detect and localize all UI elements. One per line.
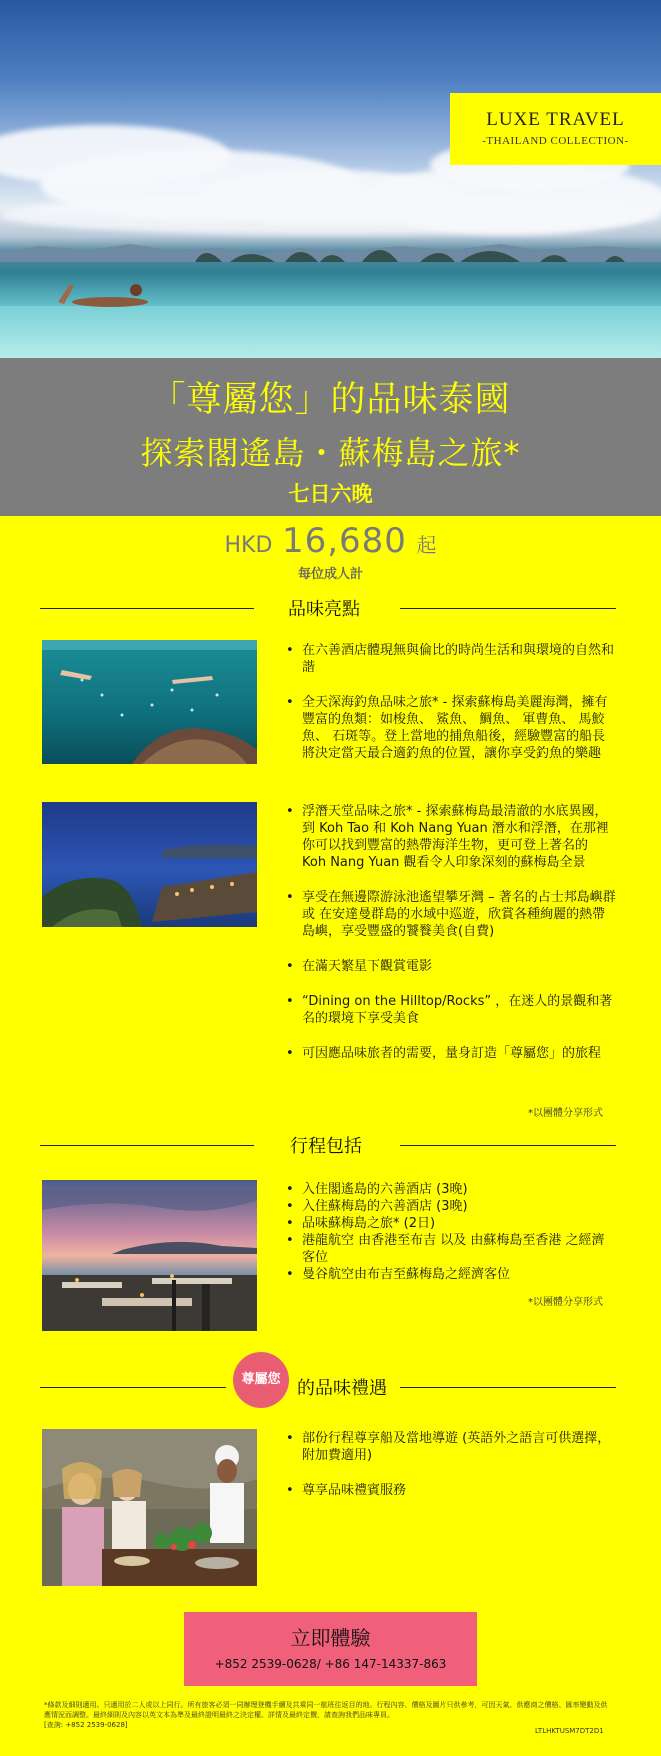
resort-dusk-photo <box>42 802 257 927</box>
itinerary-note: *以團體分享形式 <box>528 1297 603 1308</box>
price-amount: 16,680 <box>281 521 407 561</box>
list-item: • 全天深海釣魚品味之旅* - 探索蘇梅島美麗海灣，擁有豐富的魚類：如梭魚、 鯊魚、 鯛魚、 軍曹魚、 馬鮫魚、 石斑等。登上當地的捕魚船後，經驗豐富的船長將決定當天最合適釣魚的位置，讓你享受釣魚的樂趣 <box>282 694 616 762</box>
highlights-header <box>0 593 661 623</box>
list-item: • 港龍航空 由香港至布吉 以及 由蘇梅島至香港 之經濟客位 <box>282 1232 616 1266</box>
privileges-list <box>282 1430 616 1499</box>
pool <box>0 306 661 358</box>
snorkel-photo <box>42 640 257 764</box>
itinerary-list <box>282 1181 616 1283</box>
price-currency: HKD <box>224 533 273 558</box>
cta-label: 立即體驗 <box>290 1626 371 1650</box>
highlights-note: *以團體分享形式 <box>528 1108 603 1119</box>
list-item: • 尊享品味禮賓服務 <box>282 1482 616 1499</box>
brand-title: LUXE TRAVEL <box>486 109 625 130</box>
itinerary-title: 行程包括 <box>290 1136 362 1157</box>
highlights-title: 品味亮點 <box>288 599 360 620</box>
list-item: • 在滿天繁星下觀賞電影 <box>282 958 616 975</box>
book-now-button[interactable] <box>184 1612 477 1686</box>
price-block <box>0 521 661 582</box>
brand-subtitle: -THAILAND COLLECTION- <box>482 135 629 147</box>
swimmer-figure <box>50 262 150 312</box>
itinerary-header <box>0 1130 661 1160</box>
list-item: • 品味蘇梅島之旅* (2日) <box>282 1215 616 1232</box>
cooking-class-photo <box>42 1429 257 1586</box>
list-item: • 部份行程尊享船及當地導遊 (英語外之語言可供選擇，附加費適用) <box>282 1430 616 1464</box>
price-per: 每位成人計 <box>297 567 363 582</box>
cta-phones: +852 2539-0628/ +86 147-14337-863 <box>214 1657 447 1671</box>
highlights-list-2 <box>282 803 616 1062</box>
hero-image <box>0 0 661 358</box>
list-item: • 在六善酒店體現無與倫比的時尚生活和與環境的自然和諧 <box>282 642 616 676</box>
fineprint-text: *條款及細則適用。只適用於二人或以上同行。所有旅客必須一同辦理登機手續及共乘同一航班往返目的地。行程內容、價格及圖片只供參考，可因天氣、供應商之價格、匯率變動及供應情況而調整。最終細則及內容以英文本為準及最終證明最終之決定權。詳情及最終定價，請查詢我們品味專員。 <box>44 1701 608 1719</box>
fineprint <box>44 1700 614 1730</box>
privileges-header <box>0 1372 661 1402</box>
headline: 「尊屬您」的品味泰國 <box>150 380 511 420</box>
price-suffix: 起 <box>416 533 437 557</box>
reference-code: LTLHKTUSM7DT2D1 <box>535 1727 604 1735</box>
title-banner <box>0 358 661 516</box>
privileges-badge: 尊屬您 <box>233 1352 289 1408</box>
highlights-list-1 <box>282 642 616 762</box>
list-item: • “Dining on the Hilltop/Rocks” ，在迷人的景觀和著名的環境下享受美食 <box>282 993 616 1027</box>
subheadline: 探索閣遙島・蘇梅島之旅* <box>140 434 521 472</box>
list-item: • 可因應品味旅者的需要，量身訂造「尊屬您」的旅程 <box>282 1045 616 1062</box>
list-item: • 曼谷航空由布吉至蘇梅島之經濟客位 <box>282 1266 616 1283</box>
privileges-title: 的品味禮遇 <box>297 1378 387 1399</box>
list-item: • 入住蘇梅島的六善酒店 (3晚) <box>282 1198 616 1215</box>
list-item: • 浮潛天堂品味之旅* - 探索蘇梅島最清澈的水底異國，到 Koh Tao 和 Koh Nang Yuan 潛水和浮潛，在那裡你可以找到豐富的熱帶海洋生物，更可登上著名的 Koh Nang Yuan 觀看令人印象深刻的蘇梅島全景 <box>282 803 616 871</box>
hotline-text: [查詢: +852 2539-0628] <box>44 1721 128 1729</box>
brand-box <box>450 93 661 165</box>
duration: 七日六晚 <box>288 482 373 506</box>
list-item: • 入住閣遙島的六善酒店 (3晚) <box>282 1181 616 1198</box>
list-item: • 享受在無邊際游泳池遙望攀牙灣 – 著名的占士邦島嶼群 或 在安達曼群島的水域中巡遊，欣賞各種絢麗的熱帶島嶼，享受豐盛的饕餮美食(自費) <box>282 889 616 940</box>
sunset-dining-photo <box>42 1180 257 1331</box>
